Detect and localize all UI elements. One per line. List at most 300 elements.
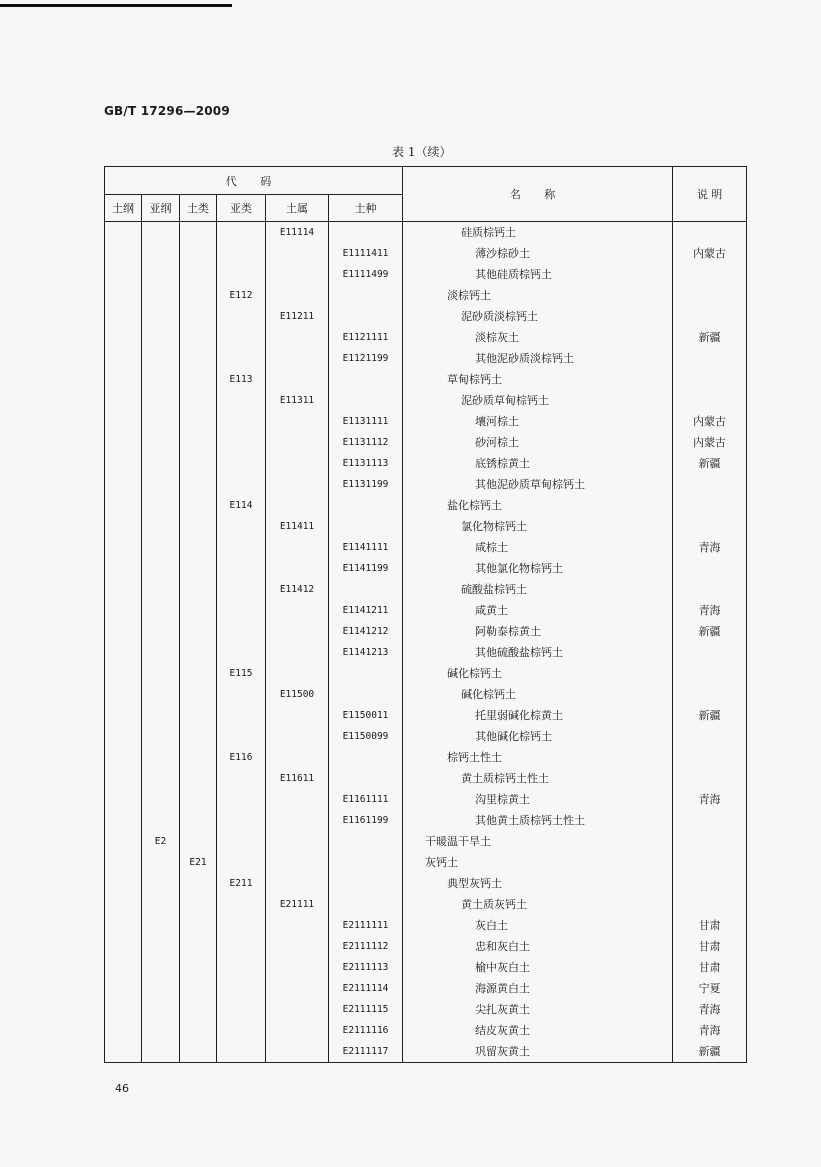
code-cell-c4 [217,579,266,600]
code-cell-c2 [142,810,180,831]
code-cell-c4 [217,894,266,915]
code-cell-c6 [329,873,403,894]
soil-name-cell: 结皮灰黄土 [403,1020,673,1041]
code-cell-c2 [142,327,180,348]
order-column-header: 土纲 [105,195,142,222]
code-cell-c4 [217,642,266,663]
code-cell-c2 [142,999,180,1020]
code-cell-c1 [105,411,142,432]
code-cell-c2 [142,705,180,726]
table-row [105,768,747,789]
note-cell [673,663,747,684]
code-cell-c3 [180,285,217,306]
table-row [105,327,747,348]
note-cell: 甘肃 [673,957,747,978]
code-cell-c1 [105,789,142,810]
code-cell-c1 [105,873,142,894]
soil-name-cell: 氯化物棕钙土 [403,516,673,537]
table-caption: 表 1（续） [392,145,452,159]
note-cell [673,684,747,705]
code-cell-c4 [217,705,266,726]
code-cell-c4 [217,516,266,537]
code-group-header: 代 码 [105,167,403,195]
code-cell-c2 [142,1041,180,1063]
note-cell [673,495,747,516]
code-cell-c6: E1121111 [329,327,403,348]
code-cell-c4: E112 [217,285,266,306]
soil-name-cell: 其他泥砂质草甸棕钙土 [403,474,673,495]
table-row [105,726,747,747]
code-cell-c2 [142,348,180,369]
soil-name-cell: 硅质棕钙土 [403,222,673,244]
code-cell-c1 [105,474,142,495]
code-cell-c5: E21111 [266,894,329,915]
code-cell-c2 [142,453,180,474]
table-row [105,222,747,244]
code-cell-c3 [180,768,217,789]
note-cell [673,558,747,579]
code-cell-c4 [217,810,266,831]
table-body [105,222,747,1063]
code-cell-c4: E114 [217,495,266,516]
code-cell-c3 [180,390,217,411]
code-cell-c3 [180,432,217,453]
table-row [105,642,747,663]
code-cell-c5 [266,621,329,642]
code-cell-c5 [266,936,329,957]
soil-name-cell: 托里弱碱化棕黄土 [403,705,673,726]
code-cell-c6: E1121199 [329,348,403,369]
code-cell-c3 [180,810,217,831]
code-cell-c4 [217,453,266,474]
code-cell-c1 [105,285,142,306]
table-row [105,390,747,411]
code-cell-c1 [105,936,142,957]
code-cell-c5: E11114 [266,222,329,244]
code-cell-c3 [180,453,217,474]
soil-name-cell: 淡棕灰土 [403,327,673,348]
code-cell-c2 [142,558,180,579]
code-cell-c3 [180,705,217,726]
code-cell-c3: E21 [180,852,217,873]
table-row [105,852,747,873]
code-cell-c5 [266,726,329,747]
note-column-header: 说 明 [673,167,747,222]
code-cell-c3 [180,1041,217,1063]
code-cell-c3 [180,348,217,369]
code-cell-c2 [142,411,180,432]
note-cell [673,873,747,894]
code-cell-c6: E2111114 [329,978,403,999]
soil-name-cell: 巩留灰黄土 [403,1041,673,1063]
soil-name-cell: 其他黄土质棕钙土性土 [403,810,673,831]
code-cell-c1 [105,852,142,873]
soil-name-cell: 灰白土 [403,915,673,936]
code-cell-c5 [266,1041,329,1063]
code-cell-c5 [266,537,329,558]
code-cell-c3 [180,873,217,894]
soil-classification-table [104,166,746,1071]
table-row [105,1020,747,1041]
table-row [105,663,747,684]
species-column-header: 土种 [329,195,403,222]
code-cell-c6: E2111112 [329,936,403,957]
note-cell: 宁夏 [673,978,747,999]
code-cell-c2 [142,957,180,978]
name-column-header: 名 称 [403,167,673,222]
code-cell-c4 [217,789,266,810]
code-cell-c4 [217,831,266,852]
soil-name-cell: 碱化棕钙土 [403,684,673,705]
code-cell-c1 [105,306,142,327]
code-cell-c6: E1161199 [329,810,403,831]
code-cell-c5 [266,1020,329,1041]
code-cell-c2 [142,390,180,411]
genus-column-header: 土属 [266,195,329,222]
code-cell-c6 [329,747,403,768]
table-row [105,915,747,936]
code-cell-c6 [329,852,403,873]
table-row [105,705,747,726]
soil-name-cell: 榆中灰白土 [403,957,673,978]
table-row [105,306,747,327]
code-cell-c3 [180,642,217,663]
code-cell-c1 [105,726,142,747]
soil-name-cell: 其他硫酸盐棕钙土 [403,642,673,663]
code-cell-c2 [142,936,180,957]
code-cell-c2 [142,243,180,264]
standard-number: GB/T 17296—2009 [104,104,230,118]
code-cell-c4: E115 [217,663,266,684]
code-cell-c5 [266,453,329,474]
code-cell-c3 [180,831,217,852]
code-cell-c4 [217,978,266,999]
code-cell-c1 [105,495,142,516]
group-column-header: 土类 [180,195,217,222]
code-cell-c3 [180,936,217,957]
code-cell-c6: E1141212 [329,621,403,642]
code-cell-c6: E1161111 [329,789,403,810]
soil-name-cell: 碱化棕钙土 [403,663,673,684]
code-cell-c2 [142,1020,180,1041]
code-cell-c6: E2111116 [329,1020,403,1041]
table-row [105,537,747,558]
code-cell-c5 [266,873,329,894]
table-row [105,453,747,474]
code-cell-c4: E113 [217,369,266,390]
code-cell-c6 [329,768,403,789]
code-cell-c2 [142,642,180,663]
note-cell: 新疆 [673,705,747,726]
code-cell-c1 [105,747,142,768]
code-cell-c5: E11211 [266,306,329,327]
code-cell-c3 [180,516,217,537]
code-cell-c1 [105,264,142,285]
code-cell-c5 [266,852,329,873]
code-cell-c5: E11311 [266,390,329,411]
code-cell-c4 [217,1041,266,1063]
soil-name-cell: 底锈棕黄土 [403,453,673,474]
code-cell-c6 [329,516,403,537]
subgroup-column-header: 亚类 [217,195,266,222]
code-cell-c6 [329,579,403,600]
code-cell-c2 [142,285,180,306]
soil-name-cell: 阿勒泰棕黄土 [403,621,673,642]
code-cell-c3 [180,495,217,516]
table-row [105,810,747,831]
note-cell [673,474,747,495]
soil-name-cell: 淡棕钙土 [403,285,673,306]
note-cell: 内蒙古 [673,411,747,432]
code-cell-c5 [266,810,329,831]
note-cell [673,285,747,306]
note-cell: 新疆 [673,453,747,474]
code-cell-c2 [142,768,180,789]
code-cell-c3 [180,306,217,327]
code-cell-c2 [142,264,180,285]
table-row [105,243,747,264]
code-cell-c1 [105,621,142,642]
code-cell-c6: E1141199 [329,558,403,579]
code-cell-c1 [105,684,142,705]
soil-name-cell: 盐化棕钙土 [403,495,673,516]
code-cell-c1 [105,453,142,474]
code-cell-c4 [217,474,266,495]
code-cell-c6 [329,495,403,516]
note-cell [673,306,747,327]
code-cell-c1 [105,327,142,348]
soil-name-cell: 忠和灰白土 [403,936,673,957]
code-cell-c2: E2 [142,831,180,852]
code-cell-c2 [142,516,180,537]
code-cell-c5 [266,243,329,264]
code-cell-c2 [142,915,180,936]
code-cell-c5: E11611 [266,768,329,789]
code-cell-c4 [217,390,266,411]
code-cell-c5 [266,663,329,684]
table-row [105,474,747,495]
code-cell-c3 [180,600,217,621]
note-cell [673,348,747,369]
code-cell-c6: E2111117 [329,1041,403,1063]
soil-name-cell: 黄土质灰钙土 [403,894,673,915]
code-cell-c5 [266,369,329,390]
code-cell-c3 [180,978,217,999]
code-cell-c6: E1150011 [329,705,403,726]
code-cell-c2 [142,306,180,327]
code-cell-c6: E1141111 [329,537,403,558]
code-cell-c5 [266,978,329,999]
note-cell: 青海 [673,789,747,810]
code-cell-c4 [217,306,266,327]
code-cell-c6: E1131112 [329,432,403,453]
code-cell-c3 [180,243,217,264]
table-row [105,285,747,306]
code-cell-c1 [105,1020,142,1041]
code-cell-c5 [266,600,329,621]
table-row [105,579,747,600]
soil-name-cell: 尖扎灰黄土 [403,999,673,1020]
code-cell-c1 [105,348,142,369]
code-cell-c1 [105,369,142,390]
table-row [105,747,747,768]
soil-name-cell: 灰钙土 [403,852,673,873]
code-cell-c1 [105,705,142,726]
code-cell-c6: E1131199 [329,474,403,495]
code-cell-c2 [142,684,180,705]
code-cell-c5 [266,285,329,306]
code-cell-c6: E1141211 [329,600,403,621]
code-cell-c6: E2111115 [329,999,403,1020]
code-cell-c4 [217,348,266,369]
code-cell-c1 [105,810,142,831]
code-cell-c3 [180,957,217,978]
code-cell-c3 [180,222,217,244]
code-cell-c4 [217,936,266,957]
code-cell-c6 [329,306,403,327]
code-cell-c3 [180,999,217,1020]
table-row [105,957,747,978]
code-cell-c4 [217,600,266,621]
code-cell-c1 [105,957,142,978]
note-cell [673,642,747,663]
code-cell-c3 [180,537,217,558]
code-cell-c5 [266,999,329,1020]
code-cell-c3 [180,663,217,684]
code-cell-c3 [180,894,217,915]
page-number: 46 [115,1082,129,1095]
code-cell-c3 [180,747,217,768]
code-cell-c2 [142,600,180,621]
code-cell-c4 [217,999,266,1020]
soil-name-cell: 壤河棕土 [403,411,673,432]
code-cell-c3 [180,684,217,705]
code-cell-c5 [266,957,329,978]
code-cell-c4 [217,768,266,789]
code-cell-c6: E1131113 [329,453,403,474]
soil-name-cell: 干暖温干旱土 [403,831,673,852]
code-cell-c2 [142,873,180,894]
table-row [105,369,747,390]
code-cell-c4 [217,558,266,579]
code-cell-c5 [266,264,329,285]
code-cell-c5 [266,411,329,432]
note-cell: 青海 [673,1020,747,1041]
code-cell-c1 [105,558,142,579]
code-cell-c6: E1141213 [329,642,403,663]
code-cell-c1 [105,243,142,264]
code-cell-c2 [142,222,180,244]
code-cell-c3 [180,369,217,390]
note-cell [673,831,747,852]
code-cell-c5: E11412 [266,579,329,600]
code-cell-c5 [266,495,329,516]
note-cell [673,222,747,244]
code-cell-c6 [329,285,403,306]
code-cell-c4 [217,915,266,936]
code-cell-c6 [329,831,403,852]
note-cell [673,768,747,789]
soil-name-cell: 其他泥砂质淡棕钙土 [403,348,673,369]
code-cell-c1 [105,516,142,537]
code-cell-c2 [142,978,180,999]
note-cell [673,747,747,768]
table-row [105,348,747,369]
code-cell-c6: E2111113 [329,957,403,978]
code-cell-c2 [142,369,180,390]
code-cell-c4 [217,243,266,264]
code-cell-c5: E11500 [266,684,329,705]
code-cell-c2 [142,789,180,810]
soil-name-cell: 砂河棕土 [403,432,673,453]
code-cell-c1 [105,768,142,789]
table-row [105,1041,747,1063]
code-cell-c3 [180,411,217,432]
code-cell-c6 [329,390,403,411]
code-cell-c1 [105,537,142,558]
note-cell [673,810,747,831]
table-row [105,789,747,810]
code-cell-c5 [266,474,329,495]
code-cell-c5 [266,558,329,579]
code-cell-c5 [266,432,329,453]
code-cell-c2 [142,579,180,600]
table-row [105,432,747,453]
code-cell-c2 [142,894,180,915]
code-cell-c4 [217,264,266,285]
code-cell-c2 [142,621,180,642]
code-cell-c3 [180,474,217,495]
code-cell-c1 [105,999,142,1020]
table-row [105,999,747,1020]
table-row [105,894,747,915]
soil-name-cell: 黄土质棕钙土性土 [403,768,673,789]
code-cell-c3 [180,1020,217,1041]
code-cell-c1 [105,390,142,411]
soil-name-cell: 棕钙土性土 [403,747,673,768]
soil-name-cell: 典型灰钙土 [403,873,673,894]
code-cell-c5 [266,327,329,348]
code-cell-c3 [180,327,217,348]
code-cell-c6: E1111411 [329,243,403,264]
code-cell-c6 [329,684,403,705]
table-row [105,831,747,852]
soil-name-cell: 海源黄白土 [403,978,673,999]
note-cell [673,369,747,390]
code-cell-c1 [105,222,142,244]
table-row [105,621,747,642]
table-row [105,495,747,516]
code-cell-c4 [217,222,266,244]
code-cell-c1 [105,579,142,600]
code-cell-c5: E11411 [266,516,329,537]
table-row [105,978,747,999]
code-cell-c5 [266,915,329,936]
soil-name-cell: 草甸棕钙土 [403,369,673,390]
code-cell-c2 [142,495,180,516]
soil-name-cell: 咸黄土 [403,600,673,621]
note-cell [673,726,747,747]
code-cell-c4 [217,537,266,558]
code-cell-c2 [142,663,180,684]
code-cell-c3 [180,915,217,936]
soil-name-cell: 泥砂质草甸棕钙土 [403,390,673,411]
code-cell-c4 [217,432,266,453]
table-row [105,558,747,579]
code-cell-c4 [217,1020,266,1041]
note-cell [673,894,747,915]
code-cell-c4 [217,726,266,747]
